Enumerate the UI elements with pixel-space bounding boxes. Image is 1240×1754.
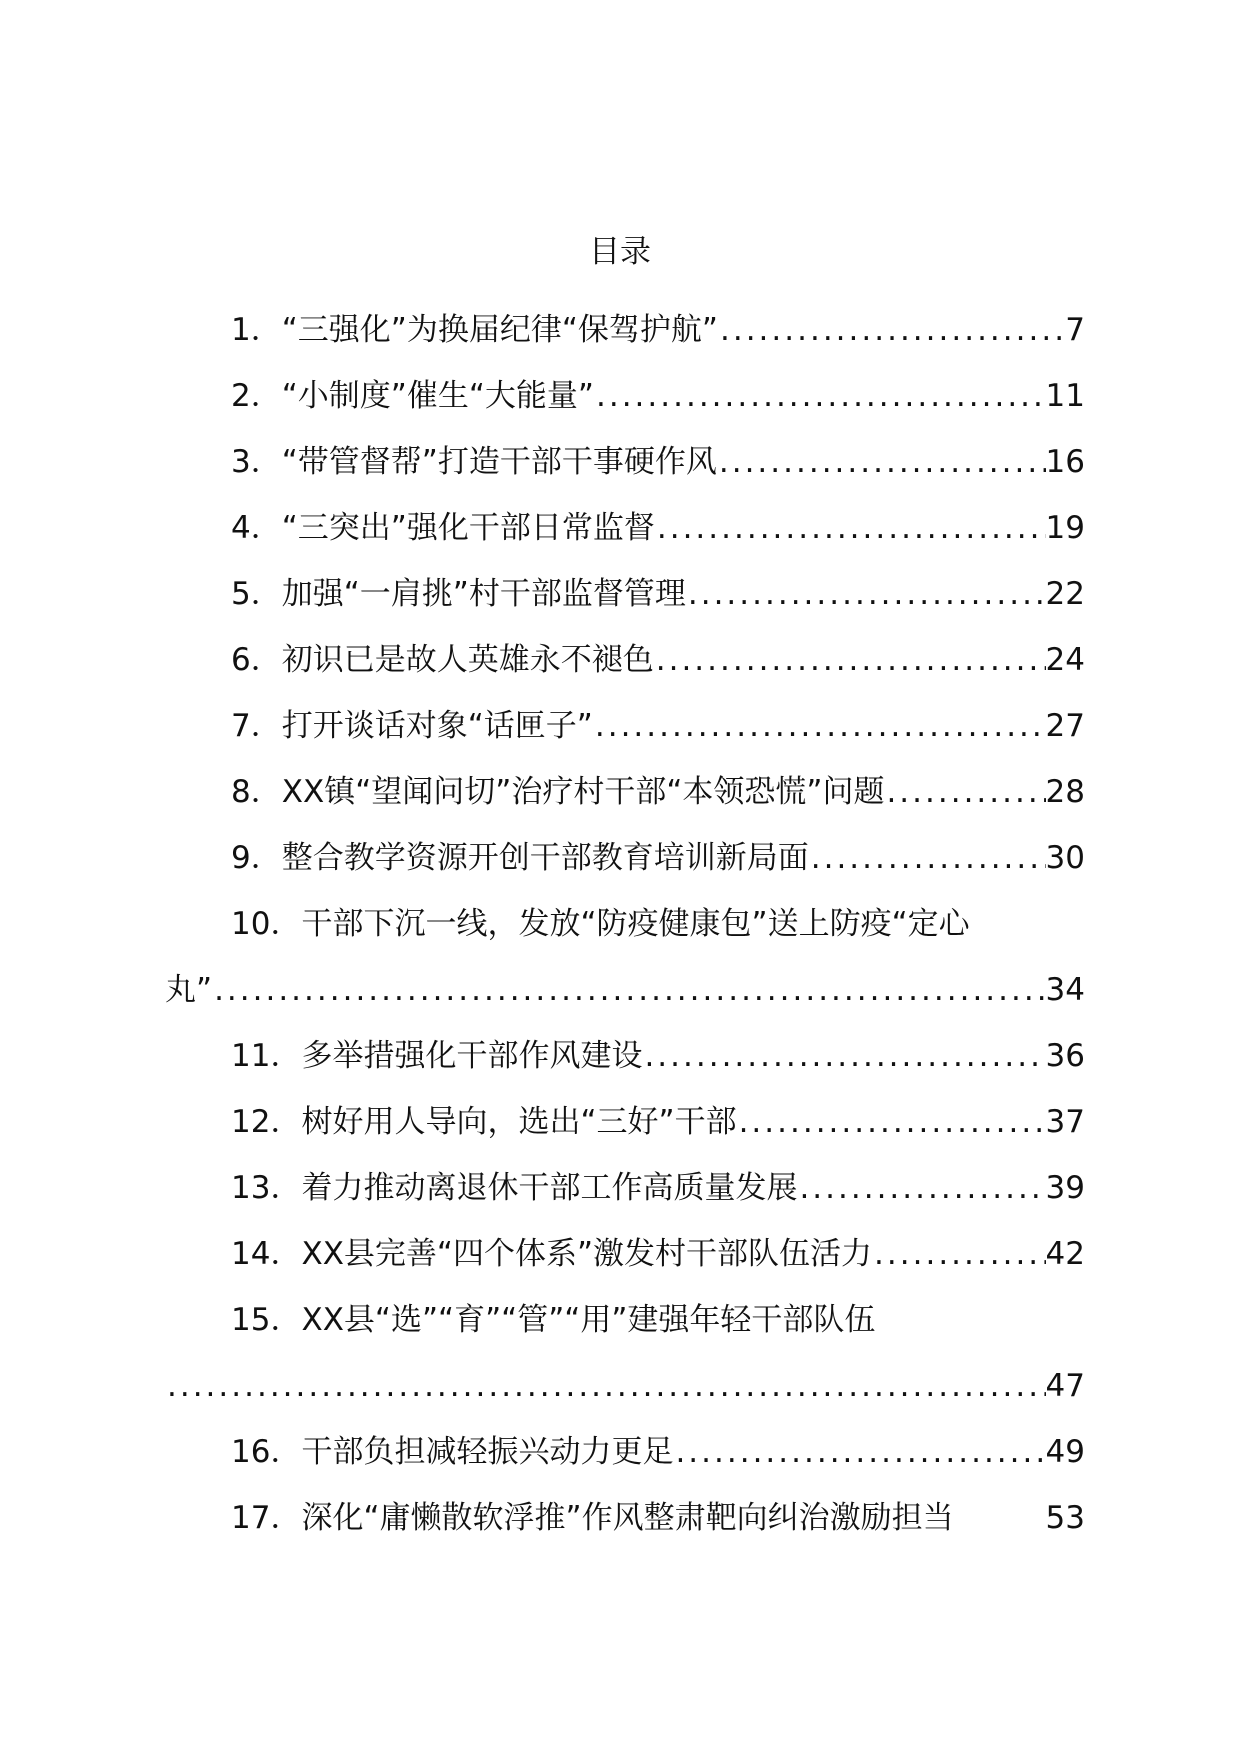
dot-leader [737, 1089, 1046, 1155]
entry-title: 干部负担减轻振兴动力更足 [301, 1434, 674, 1470]
entry-number: 12． [231, 1104, 302, 1140]
dot-leader [809, 825, 1046, 891]
entry-page-number: 7 [1065, 312, 1085, 348]
entry-number: 6． [231, 642, 282, 678]
dot-leader [872, 1221, 1046, 1287]
entry-page-number: 47 [1045, 1368, 1085, 1404]
toc-entry[interactable] [165, 825, 1085, 891]
entry-page-number: 28 [1045, 774, 1085, 810]
entry-number: 7． [231, 708, 282, 744]
entry-number: 9． [231, 840, 282, 876]
entry-title: 深化“庸懒散软浮推”作风整肃靶向纠治激励担当 [301, 1500, 954, 1536]
entry-page-number: 42 [1045, 1236, 1085, 1272]
toc-entry[interactable] [165, 759, 1085, 825]
entry-number: 1． [231, 312, 282, 348]
entry-title: “三突出”强化干部日常监督 [281, 510, 655, 546]
toc-entry[interactable] [165, 363, 1085, 429]
entry-page-number: 34 [1045, 972, 1085, 1008]
entry-title: 干部下沉一线，发放“防疫健康包”送上防疫“定心 [301, 906, 970, 942]
entry-page-number: 49 [1045, 1434, 1085, 1470]
dot-leader [212, 957, 1045, 1023]
toc-entry[interactable] [165, 429, 1085, 495]
table-of-contents [165, 297, 1085, 1551]
dot-leader [884, 759, 1045, 825]
toc-entry[interactable] [165, 297, 1085, 363]
toc-entry[interactable] [165, 1023, 1085, 1089]
entry-number: 4． [231, 510, 282, 546]
entry-title: XX县完善“四个体系”激发村干部队伍活力 [301, 1236, 873, 1272]
entry-number: 8． [231, 774, 282, 810]
entry-title: “小制度”催生“大能量” [281, 378, 594, 414]
toc-entry[interactable] [165, 627, 1085, 693]
entry-title: 整合教学资源开创干部教育培训新局面 [281, 840, 809, 876]
entry-title: 打开谈话对象“话匣子” [281, 708, 593, 744]
entry-title: “三强化”为换届纪律“保驾护航” [281, 312, 718, 348]
dot-leader [594, 363, 1046, 429]
toc-entry[interactable] [165, 693, 1085, 759]
toc-entry[interactable] [165, 1419, 1085, 1485]
toc-entry[interactable] [165, 891, 1085, 1023]
dot-leader [673, 1419, 1045, 1485]
dot-leader [718, 297, 1065, 363]
entry-title-continued: 丸” [165, 972, 213, 1008]
entry-number: 16． [231, 1434, 302, 1470]
entry-title: 着力推动离退休干部工作高质量发展 [301, 1170, 798, 1206]
entry-page-number: 22 [1045, 576, 1085, 612]
entry-title: XX镇“望闻问切”治疗村干部“本领恐慌”问题 [281, 774, 885, 810]
entry-number: 2． [231, 378, 282, 414]
toc-entry[interactable] [165, 1155, 1085, 1221]
toc-entry[interactable] [165, 1485, 1085, 1551]
entry-title: 初识已是故人英雄永不褪色 [281, 642, 654, 678]
entry-page-number: 16 [1045, 444, 1085, 480]
entry-number: 14． [231, 1236, 302, 1272]
entry-page-number: 19 [1045, 510, 1085, 546]
entry-number: 5． [231, 576, 282, 612]
entry-number: 17． [231, 1500, 302, 1536]
entry-title: 树好用人导向，选出“三好”干部 [301, 1104, 737, 1140]
dot-leader [655, 495, 1046, 561]
entry-page-number: 11 [1045, 378, 1085, 414]
dot-leader [717, 429, 1046, 495]
dot-leader [642, 1023, 1045, 1089]
entry-title: 多举措强化干部作风建设 [301, 1038, 643, 1074]
entry-number: 3． [231, 444, 282, 480]
entry-number: 11． [231, 1038, 302, 1074]
dot-leader [686, 561, 1046, 627]
entry-page-number: 39 [1045, 1170, 1085, 1206]
entry-page-number: 36 [1045, 1038, 1085, 1074]
dot-leader [797, 1155, 1045, 1221]
entry-title: 加强“一肩挑”村干部监督管理 [281, 576, 686, 612]
toc-entry[interactable] [165, 1089, 1085, 1155]
entry-number: 15． [231, 1302, 302, 1338]
toc-entry[interactable] [165, 495, 1085, 561]
entry-number: 10． [231, 906, 302, 942]
dot-leader [593, 693, 1046, 759]
entry-page-number: 37 [1045, 1104, 1085, 1140]
entry-page-number: 24 [1045, 642, 1085, 678]
dot-leader [654, 627, 1046, 693]
toc-entry[interactable] [165, 561, 1085, 627]
dot-leader [165, 1353, 1046, 1419]
entry-page-number: 53 [1045, 1500, 1085, 1536]
entry-title: “带管督帮”打造干部干事硬作风 [281, 444, 717, 480]
entry-title: XX县“选”“育”“管”“用”建强年轻干部队伍 [301, 1302, 876, 1338]
toc-title: 目录 [589, 234, 651, 270]
toc-entry[interactable] [165, 1221, 1085, 1287]
toc-entry[interactable] [165, 1287, 1085, 1419]
entry-page-number: 27 [1045, 708, 1085, 744]
entry-page-number: 30 [1045, 840, 1085, 876]
entry-number: 13． [231, 1170, 302, 1206]
